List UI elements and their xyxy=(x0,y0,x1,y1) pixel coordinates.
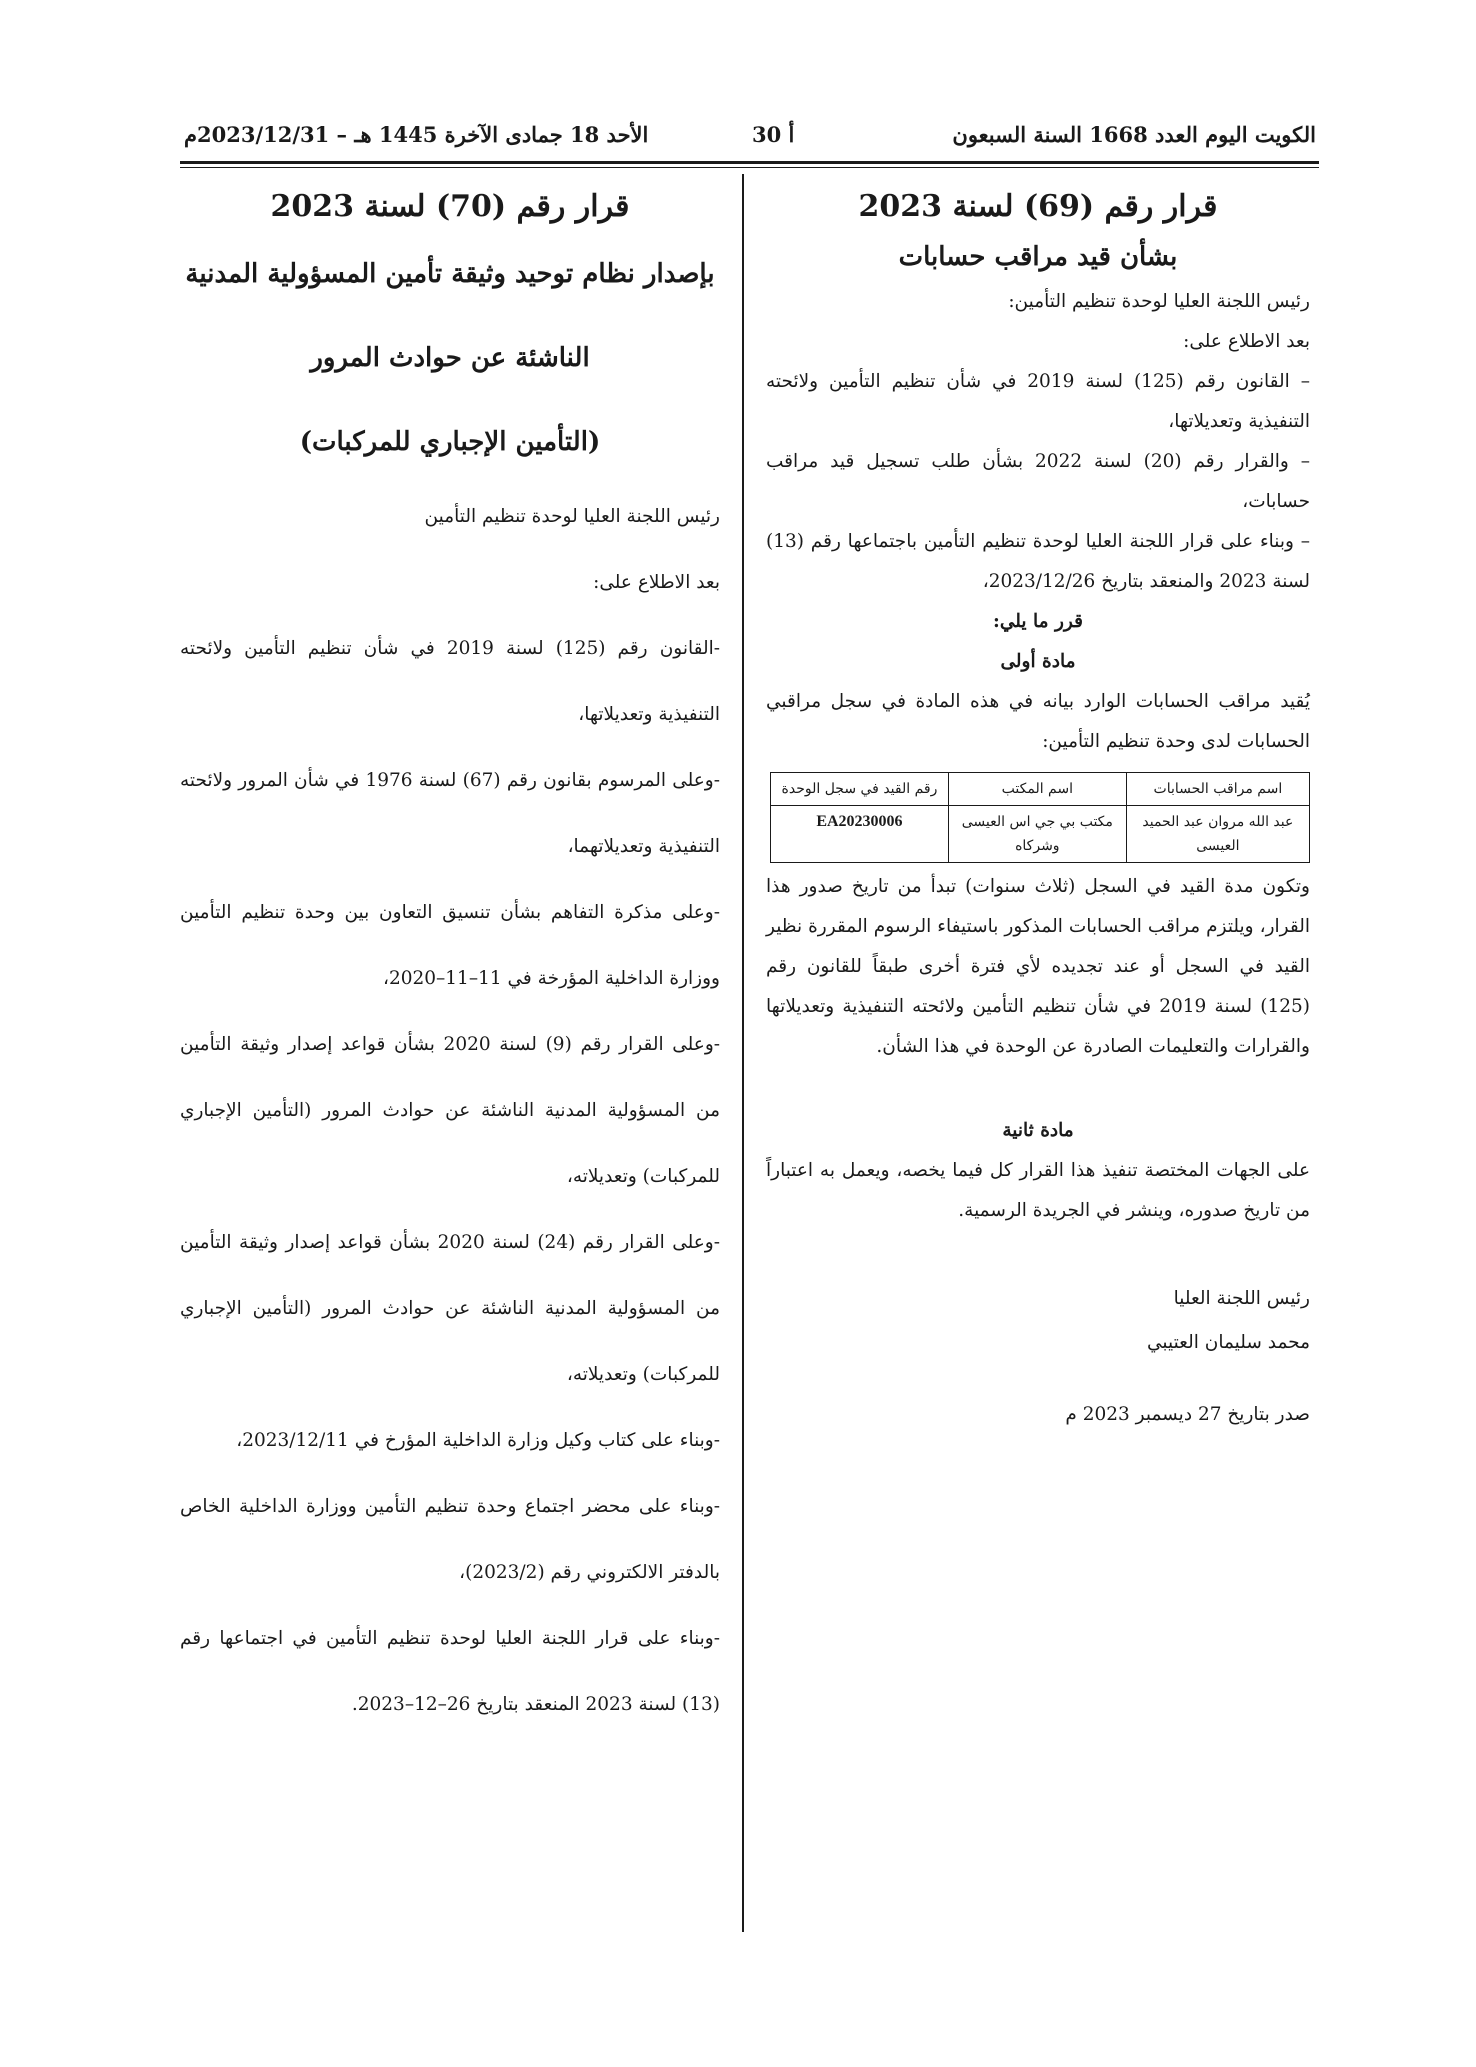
table-header-auditor: اسم مراقب الحسابات xyxy=(1126,773,1309,806)
table-header-office: اسم المكتب xyxy=(948,773,1126,806)
column-divider xyxy=(742,174,744,1932)
table-header-registration: رقم القيد في سجل الوحدة xyxy=(771,773,949,806)
decision-70-subtitle-line-2: الناشئة عن حوادث المرور xyxy=(310,343,590,373)
header-rule-thin xyxy=(180,167,1319,168)
article-2-text: على الجهات المختصة تنفيذ هذا القرار كل فيما يخصه، ويعمل به اعتباراً من تاريخ صدوره، وينشر في الجريدة الرسمية. xyxy=(766,1160,1310,1221)
article-1-tail: وتكون مدة القيد في السجل (ثلاث سنوات) تبدأ من تاريخ صدور هذا القرار، ويلتزم مراقب الحسابات المذكور باستيفاء الرسوم المقررة نظير القيد في السجل أو عند تجديده لأي فترة أخرى طبقاً للقانون رقم (125) لسنة 2019 في شأن تنظيم التأمين ولائحته التنفيذية وتعديلاتها والقرارات والتعليمات الصادرة عن الوحدة في هذا الشأن. xyxy=(766,876,1310,1057)
signature-title: رئيس اللجنة العليا xyxy=(1173,1288,1310,1309)
decision-69-subtitle: بشأن قيد مراقب حسابات xyxy=(898,242,1178,272)
auditor-name-cell: عبد الله مروان عبد الحميد العيسى xyxy=(1126,806,1309,863)
decision-69-item: – وبناء على قرار اللجنة العليا لوحدة تنظيم التأمين باجتماعها رقم (13) لسنة 2023 والمنعقد بتاريخ 2023/12/26، xyxy=(766,531,1310,592)
decision-70-subtitle-line-3: (التأمين الإجباري للمركبات) xyxy=(299,427,601,457)
decision-69-decided: قرر ما يلي: xyxy=(993,611,1083,632)
decision-70-item: -وعلى القرار رقم (9) لسنة 2020 بشأن قواعد إصدار وثيقة التأمين من المسؤولية المدنية الناشئة عن حوادث المرور (التأمين الإجباري للمركبات) وتعديلاته، xyxy=(180,1034,721,1187)
issue-statement: صدر بتاريخ 27 ديسمبر 2023 م xyxy=(1065,1404,1310,1425)
header-rule-thick xyxy=(180,161,1319,164)
decision-70-intro: رئيس اللجنة العليا لوحدة تنظيم التأمين xyxy=(424,506,720,527)
table-header-row xyxy=(771,773,1310,806)
office-name-cell: مكتب بي جي اس العيسى وشركاه xyxy=(948,806,1126,863)
decision-70-item: -وبناء على قرار اللجنة العليا لوحدة تنظيم التأمين في اجتماعها رقم (13) لسنة 2023 المنعقد بتاريخ 26–12–2023. xyxy=(180,1628,720,1715)
signature-name: محمد سليمان العتيبي xyxy=(1146,1332,1310,1353)
decision-69-item: – والقرار رقم (20) لسنة 2022 بشأن طلب تسجيل قيد مراقب حسابات، xyxy=(766,451,1310,512)
decision-69-after-review: بعد الاطلاع على: xyxy=(1183,331,1310,352)
decision-70-item: -وعلى المرسوم بقانون رقم (67) لسنة 1976 في شأن المرور ولائحته التنفيذية وتعديلاتهما، xyxy=(180,770,720,857)
decision-70-item: -وعلى مذكرة التفاهم بشأن تنسيق التعاون بين وحدة تنظيم التأمين ووزارة الداخلية المؤرخة في 11–11–2020، xyxy=(180,902,720,989)
decision-69-intro: رئيس اللجنة العليا لوحدة تنظيم التأمين: xyxy=(1008,291,1310,312)
decision-70-title: قرار رقم (70) لسنة 2023 xyxy=(270,189,630,224)
table-row xyxy=(771,806,1310,863)
article-2-title: مادة ثانية xyxy=(1002,1120,1074,1141)
article-1-title: مادة أولى xyxy=(1000,651,1076,672)
decision-70-column xyxy=(180,182,720,1738)
gazette-issue-label: الكويت اليوم العدد 1668 السنة السبعون xyxy=(952,122,1316,147)
decision-69-column xyxy=(766,182,1310,1435)
decision-70-after-review: بعد الاطلاع على: xyxy=(593,572,720,593)
decision-70-item: -وبناء على محضر اجتماع وحدة تنظيم التأمين ووزارة الداخلية الخاص بالدفتر الالكتروني رقم (2023/2)، xyxy=(180,1496,720,1583)
issue-date: الأحد 18 جمادى الآخرة 1445 هـ – 2023/12/31م xyxy=(184,122,649,147)
decision-69-title: قرار رقم (69) لسنة 2023 xyxy=(858,189,1218,224)
auditor-register-table xyxy=(770,772,1310,863)
decision-70-item: -القانون رقم (125) لسنة 2019 في شأن تنظيم التأمين ولائحته التنفيذية وتعديلاتها، xyxy=(180,638,721,725)
registration-number-cell: EA20230006 xyxy=(771,806,949,863)
page-number: أ 30 xyxy=(752,122,795,147)
decision-70-item: -وبناء على كتاب وكيل وزارة الداخلية المؤرخ في 2023/12/11، xyxy=(236,1430,720,1451)
decision-70-subtitle-line-1: بإصدار نظام توحيد وثيقة تأمين المسؤولية المدنية xyxy=(185,259,715,289)
article-1-text: يُقيد مراقب الحسابات الوارد بيانه في هذه المادة في سجل مراقبي الحسابات لدى وحدة تنظيم التأمين: xyxy=(766,691,1310,752)
decision-70-item: -وعلى القرار رقم (24) لسنة 2020 بشأن قواعد إصدار وثيقة التأمين من المسؤولية المدنية الناشئة عن حوادث المرور (التأمين الإجباري للمركبات) وتعديلاته، xyxy=(180,1232,720,1385)
decision-69-item: – القانون رقم (125) لسنة 2019 في شأن تنظيم التأمين ولائحته التنفيذية وتعديلاتها، xyxy=(766,371,1311,432)
